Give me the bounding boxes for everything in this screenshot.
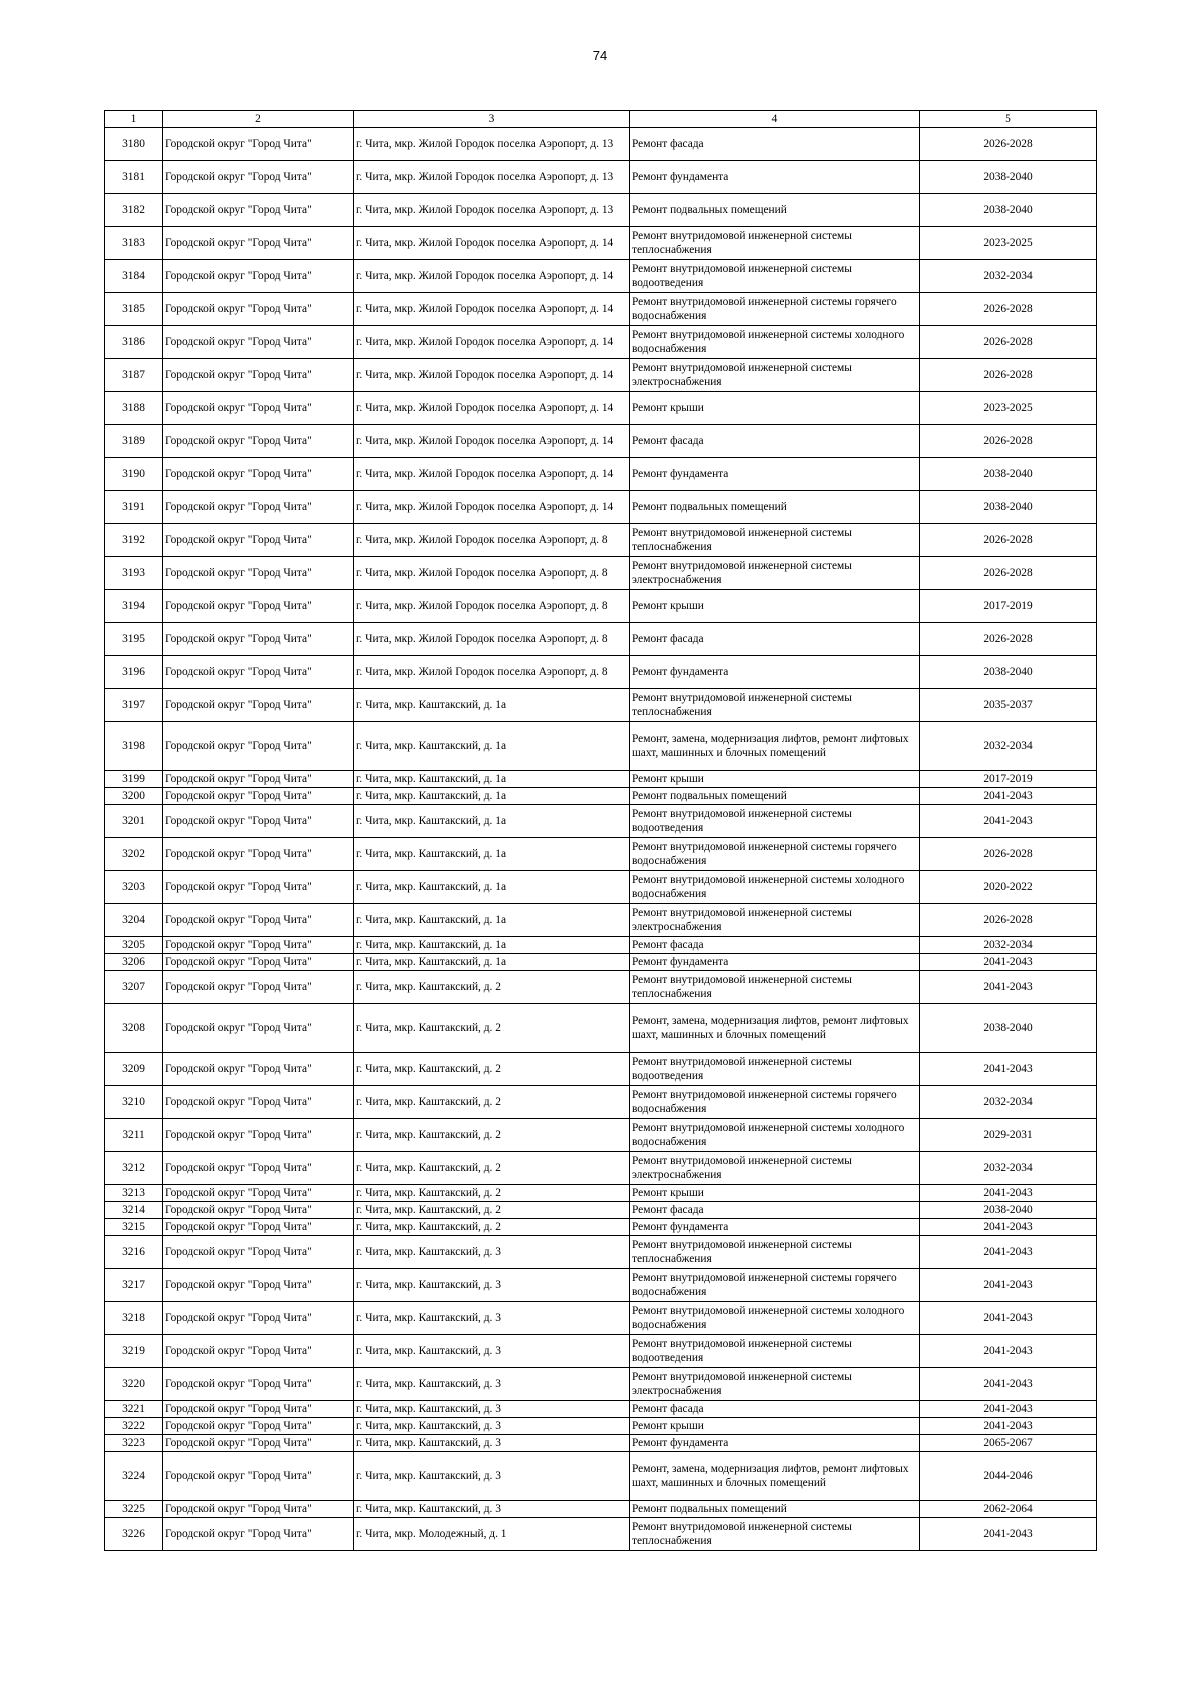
address-cell: г. Чита, мкр. Каштакский, д. 3: [354, 1236, 630, 1269]
work-type-cell: Ремонт внутридомовой инженерной системы электроснабжения: [630, 1368, 920, 1401]
table-row: [105, 1435, 1097, 1452]
work-type-cell: Ремонт подвальных помещений: [630, 491, 920, 524]
table-row: [105, 1004, 1097, 1053]
period-cell: 2041-2043: [920, 1219, 1097, 1236]
work-type-cell: Ремонт внутридомовой инженерной системы теплоснабжения: [630, 689, 920, 722]
address-cell: г. Чита, мкр. Каштакский, д. 3: [354, 1335, 630, 1368]
period-cell: 2038-2040: [920, 161, 1097, 194]
row-number-cell: 3215: [105, 1219, 163, 1236]
address-cell: г. Чита, мкр. Жилой Городок поселка Аэропорт, д. 13: [354, 161, 630, 194]
table-row: [105, 326, 1097, 359]
row-number-cell: 3223: [105, 1435, 163, 1452]
row-number-cell: 3192: [105, 524, 163, 557]
row-number-cell: 3198: [105, 722, 163, 771]
work-type-cell: Ремонт подвальных помещений: [630, 194, 920, 227]
table-row: [105, 1518, 1097, 1551]
table-row: [105, 1236, 1097, 1269]
address-cell: г. Чита, мкр. Каштакский, д. 3: [354, 1452, 630, 1501]
row-number-cell: 3209: [105, 1053, 163, 1086]
municipality-cell: Городской округ "Город Чита": [163, 194, 354, 227]
table-row: [105, 623, 1097, 656]
period-cell: 2026-2028: [920, 326, 1097, 359]
table-row: [105, 871, 1097, 904]
row-number-cell: 3201: [105, 805, 163, 838]
period-cell: 2029-2031: [920, 1119, 1097, 1152]
address-cell: г. Чита, мкр. Каштакский, д. 2: [354, 1086, 630, 1119]
table-row: [105, 1335, 1097, 1368]
row-number-cell: 3181: [105, 161, 163, 194]
row-number-cell: 3199: [105, 771, 163, 788]
work-type-cell: Ремонт фундамента: [630, 954, 920, 971]
work-type-cell: Ремонт внутридомовой инженерной системы теплоснабжения: [630, 971, 920, 1004]
address-cell: г. Чита, мкр. Каштакский, д. 2: [354, 1219, 630, 1236]
row-number-cell: 3183: [105, 227, 163, 260]
period-cell: 2032-2034: [920, 1086, 1097, 1119]
period-cell: 2023-2025: [920, 227, 1097, 260]
municipality-cell: Городской округ "Город Чита": [163, 161, 354, 194]
table-row: [105, 557, 1097, 590]
municipality-cell: Городской округ "Город Чита": [163, 656, 354, 689]
address-cell: г. Чита, мкр. Жилой Городок поселка Аэропорт, д. 8: [354, 557, 630, 590]
page-number: 74: [592, 48, 608, 63]
row-number-cell: 3200: [105, 788, 163, 805]
address-cell: г. Чита, мкр. Жилой Городок поселка Аэропорт, д. 8: [354, 623, 630, 656]
period-cell: 2041-2043: [920, 1053, 1097, 1086]
row-number-cell: 3197: [105, 689, 163, 722]
period-cell: 2038-2040: [920, 656, 1097, 689]
column-number-row: [105, 111, 1097, 128]
address-cell: г. Чита, мкр. Молодежный, д. 1: [354, 1518, 630, 1551]
period-cell: 2041-2043: [920, 1401, 1097, 1418]
work-type-cell: Ремонт внутридомовой инженерной системы холодного водоснабжения: [630, 871, 920, 904]
row-number-cell: 3220: [105, 1368, 163, 1401]
period-cell: 2041-2043: [920, 1368, 1097, 1401]
column-header: 5: [920, 111, 1097, 128]
period-cell: 2041-2043: [920, 1236, 1097, 1269]
municipality-cell: Городской округ "Город Чита": [163, 359, 354, 392]
row-number-cell: 3211: [105, 1119, 163, 1152]
municipality-cell: Городской округ "Город Чита": [163, 590, 354, 623]
municipality-cell: Городской округ "Город Чита": [163, 1335, 354, 1368]
period-cell: 2041-2043: [920, 1269, 1097, 1302]
municipality-cell: Городской округ "Город Чита": [163, 954, 354, 971]
table-row: [105, 838, 1097, 871]
table-row: [105, 1501, 1097, 1518]
work-type-cell: Ремонт внутридомовой инженерной системы горячего водоснабжения: [630, 293, 920, 326]
address-cell: г. Чита, мкр. Каштакский, д. 3: [354, 1269, 630, 1302]
work-type-cell: Ремонт фундамента: [630, 1219, 920, 1236]
row-number-cell: 3219: [105, 1335, 163, 1368]
work-type-cell: Ремонт подвальных помещений: [630, 788, 920, 805]
table-row: [105, 293, 1097, 326]
period-cell: 2032-2034: [920, 1152, 1097, 1185]
row-number-cell: 3187: [105, 359, 163, 392]
table-row: [105, 1302, 1097, 1335]
row-number-cell: 3202: [105, 838, 163, 871]
address-cell: г. Чита, мкр. Каштакский, д. 1а: [354, 937, 630, 954]
address-cell: г. Чита, мкр. Каштакский, д. 1а: [354, 838, 630, 871]
table-row: [105, 1119, 1097, 1152]
address-cell: г. Чита, мкр. Жилой Городок поселка Аэропорт, д. 8: [354, 524, 630, 557]
row-number-cell: 3184: [105, 260, 163, 293]
work-type-cell: Ремонт внутридомовой инженерной системы водоотведения: [630, 1053, 920, 1086]
address-cell: г. Чита, мкр. Жилой Городок поселка Аэропорт, д. 14: [354, 293, 630, 326]
municipality-cell: Городской округ "Город Чита": [163, 904, 354, 937]
row-number-cell: 3212: [105, 1152, 163, 1185]
work-type-cell: Ремонт, замена, модернизация лифтов, ремонт лифтовых шахт, машинных и блочных помещений: [630, 1004, 920, 1053]
period-cell: 2017-2019: [920, 771, 1097, 788]
table-row: [105, 788, 1097, 805]
work-type-cell: Ремонт крыши: [630, 1418, 920, 1435]
work-type-cell: Ремонт внутридомовой инженерной системы горячего водоснабжения: [630, 1086, 920, 1119]
municipality-cell: Городской округ "Город Чита": [163, 689, 354, 722]
period-cell: 2026-2028: [920, 425, 1097, 458]
municipality-cell: Городской округ "Город Чита": [163, 788, 354, 805]
table-body: [105, 128, 1097, 1551]
address-cell: г. Чита, мкр. Каштакский, д. 3: [354, 1401, 630, 1418]
table-row: [105, 805, 1097, 838]
address-cell: г. Чита, мкр. Каштакский, д. 1а: [354, 722, 630, 771]
municipality-cell: Городской округ "Город Чита": [163, 805, 354, 838]
period-cell: 2038-2040: [920, 1202, 1097, 1219]
municipality-cell: Городской округ "Город Чита": [163, 260, 354, 293]
municipality-cell: Городской округ "Город Чита": [163, 1053, 354, 1086]
address-cell: г. Чита, мкр. Каштакский, д. 1а: [354, 689, 630, 722]
work-type-cell: Ремонт внутридомовой инженерной системы водоотведения: [630, 805, 920, 838]
period-cell: 2062-2064: [920, 1501, 1097, 1518]
municipality-cell: Городской округ "Город Чита": [163, 227, 354, 260]
work-type-cell: Ремонт фундамента: [630, 1435, 920, 1452]
row-number-cell: 3218: [105, 1302, 163, 1335]
table-row: [105, 128, 1097, 161]
table-row: [105, 1219, 1097, 1236]
address-cell: г. Чита, мкр. Каштакский, д. 3: [354, 1501, 630, 1518]
row-number-cell: 3185: [105, 293, 163, 326]
municipality-cell: Городской округ "Город Чита": [163, 1236, 354, 1269]
row-number-cell: 3203: [105, 871, 163, 904]
work-type-cell: Ремонт внутридомовой инженерной системы электроснабжения: [630, 1152, 920, 1185]
work-type-cell: Ремонт крыши: [630, 392, 920, 425]
work-type-cell: Ремонт внутридомовой инженерной системы холодного водоснабжения: [630, 1119, 920, 1152]
row-number-cell: 3205: [105, 937, 163, 954]
municipality-cell: Городской округ "Город Чита": [163, 524, 354, 557]
address-cell: г. Чита, мкр. Каштакский, д. 2: [354, 971, 630, 1004]
work-type-cell: Ремонт крыши: [630, 771, 920, 788]
address-cell: г. Чита, мкр. Жилой Городок поселка Аэропорт, д. 14: [354, 458, 630, 491]
period-cell: 2026-2028: [920, 557, 1097, 590]
row-number-cell: 3189: [105, 425, 163, 458]
municipality-cell: Городской округ "Город Чита": [163, 458, 354, 491]
address-cell: г. Чита, мкр. Жилой Городок поселка Аэропорт, д. 14: [354, 491, 630, 524]
row-number-cell: 3191: [105, 491, 163, 524]
row-number-cell: 3208: [105, 1004, 163, 1053]
period-cell: 2026-2028: [920, 128, 1097, 161]
row-number-cell: 3188: [105, 392, 163, 425]
period-cell: 2026-2028: [920, 359, 1097, 392]
table-row: [105, 260, 1097, 293]
table-row: [105, 954, 1097, 971]
row-number-cell: 3225: [105, 1501, 163, 1518]
address-cell: г. Чита, мкр. Жилой Городок поселка Аэропорт, д. 8: [354, 656, 630, 689]
table-row: [105, 656, 1097, 689]
municipality-cell: Городской округ "Город Чита": [163, 1152, 354, 1185]
address-cell: г. Чита, мкр. Жилой Городок поселка Аэропорт, д. 13: [354, 194, 630, 227]
period-cell: 2026-2028: [920, 524, 1097, 557]
row-number-cell: 3210: [105, 1086, 163, 1119]
work-type-cell: Ремонт внутридомовой инженерной системы водоотведения: [630, 1335, 920, 1368]
table-row: [105, 194, 1097, 227]
row-number-cell: 3180: [105, 128, 163, 161]
row-number-cell: 3196: [105, 656, 163, 689]
table-row: [105, 1202, 1097, 1219]
address-cell: г. Чита, мкр. Каштакский, д. 3: [354, 1302, 630, 1335]
address-cell: г. Чита, мкр. Жилой Городок поселка Аэропорт, д. 14: [354, 260, 630, 293]
work-type-cell: Ремонт внутридомовой инженерной системы горячего водоснабжения: [630, 1269, 920, 1302]
table-row: [105, 1368, 1097, 1401]
period-cell: 2038-2040: [920, 458, 1097, 491]
period-cell: 2023-2025: [920, 392, 1097, 425]
table-row: [105, 1418, 1097, 1435]
period-cell: 2041-2043: [920, 1335, 1097, 1368]
municipality-cell: Городской округ "Город Чита": [163, 771, 354, 788]
address-cell: г. Чита, мкр. Жилой Городок поселка Аэропорт, д. 14: [354, 227, 630, 260]
row-number-cell: 3207: [105, 971, 163, 1004]
work-type-cell: Ремонт внутридомовой инженерной системы холодного водоснабжения: [630, 1302, 920, 1335]
work-type-cell: Ремонт внутридомовой инженерной системы холодного водоснабжения: [630, 326, 920, 359]
municipality-cell: Городской округ "Город Чита": [163, 1368, 354, 1401]
period-cell: 2017-2019: [920, 590, 1097, 623]
work-type-cell: Ремонт, замена, модернизация лифтов, ремонт лифтовых шахт, машинных и блочных помещений: [630, 722, 920, 771]
column-header: 4: [630, 111, 920, 128]
table-row: [105, 491, 1097, 524]
address-cell: г. Чита, мкр. Каштакский, д. 1а: [354, 771, 630, 788]
row-number-cell: 3190: [105, 458, 163, 491]
row-number-cell: 3226: [105, 1518, 163, 1551]
table-row: [105, 689, 1097, 722]
address-cell: г. Чита, мкр. Каштакский, д. 1а: [354, 805, 630, 838]
table-row: [105, 392, 1097, 425]
period-cell: 2041-2043: [920, 805, 1097, 838]
municipality-cell: Городской округ "Город Чита": [163, 971, 354, 1004]
address-cell: г. Чита, мкр. Жилой Городок поселка Аэропорт, д. 13: [354, 128, 630, 161]
row-number-cell: 3182: [105, 194, 163, 227]
row-number-cell: 3213: [105, 1185, 163, 1202]
address-cell: г. Чита, мкр. Каштакский, д. 2: [354, 1004, 630, 1053]
table-row: [105, 1452, 1097, 1501]
row-number-cell: 3221: [105, 1401, 163, 1418]
row-number-cell: 3217: [105, 1269, 163, 1302]
period-cell: 2065-2067: [920, 1435, 1097, 1452]
municipality-cell: Городской округ "Город Чита": [163, 1435, 354, 1452]
municipality-cell: Городской округ "Город Чита": [163, 128, 354, 161]
work-type-cell: Ремонт крыши: [630, 1185, 920, 1202]
work-type-cell: Ремонт фасада: [630, 623, 920, 656]
column-header: 3: [354, 111, 630, 128]
period-cell: 2038-2040: [920, 1004, 1097, 1053]
table-row: [105, 771, 1097, 788]
period-cell: 2041-2043: [920, 971, 1097, 1004]
municipality-cell: Городской округ "Город Чита": [163, 937, 354, 954]
municipality-cell: Городской округ "Город Чита": [163, 326, 354, 359]
municipality-cell: Городской округ "Город Чита": [163, 722, 354, 771]
period-cell: 2026-2028: [920, 293, 1097, 326]
municipality-cell: Городской округ "Город Чита": [163, 491, 354, 524]
work-type-cell: Ремонт внутридомовой инженерной системы теплоснабжения: [630, 524, 920, 557]
row-number-cell: 3214: [105, 1202, 163, 1219]
work-type-cell: Ремонт фасада: [630, 1401, 920, 1418]
work-type-cell: Ремонт фундамента: [630, 161, 920, 194]
address-cell: г. Чита, мкр. Каштакский, д. 1а: [354, 954, 630, 971]
address-cell: г. Чита, мкр. Каштакский, д. 1а: [354, 788, 630, 805]
period-cell: 2032-2034: [920, 722, 1097, 771]
period-cell: 2032-2034: [920, 937, 1097, 954]
row-number-cell: 3206: [105, 954, 163, 971]
work-type-cell: Ремонт, замена, модернизация лифтов, ремонт лифтовых шахт, машинных и блочных помещений: [630, 1452, 920, 1501]
table-row: [105, 359, 1097, 392]
row-number-cell: 3216: [105, 1236, 163, 1269]
column-header: 1: [105, 111, 163, 128]
address-cell: г. Чита, мкр. Жилой Городок поселка Аэропорт, д. 14: [354, 326, 630, 359]
municipality-cell: Городской округ "Город Чита": [163, 1202, 354, 1219]
municipality-cell: Городской округ "Город Чита": [163, 1418, 354, 1435]
address-cell: г. Чита, мкр. Каштакский, д. 2: [354, 1202, 630, 1219]
row-number-cell: 3194: [105, 590, 163, 623]
work-type-cell: Ремонт внутридомовой инженерной системы водоотведения: [630, 260, 920, 293]
table-row: [105, 161, 1097, 194]
municipality-cell: Городской округ "Город Чита": [163, 1185, 354, 1202]
table-row: [105, 1053, 1097, 1086]
municipality-cell: Городской округ "Город Чита": [163, 1518, 354, 1551]
municipality-cell: Городской округ "Город Чита": [163, 1501, 354, 1518]
row-number-cell: 3222: [105, 1418, 163, 1435]
address-cell: г. Чита, мкр. Жилой Городок поселка Аэропорт, д. 8: [354, 590, 630, 623]
municipality-cell: Городской округ "Город Чита": [163, 871, 354, 904]
table-row: [105, 524, 1097, 557]
work-type-cell: Ремонт фасада: [630, 128, 920, 161]
work-type-cell: Ремонт фундамента: [630, 458, 920, 491]
municipality-cell: Городской округ "Город Чита": [163, 1302, 354, 1335]
address-cell: г. Чита, мкр. Каштакский, д. 1а: [354, 904, 630, 937]
municipality-cell: Городской округ "Город Чита": [163, 1401, 354, 1418]
table-row: [105, 227, 1097, 260]
municipality-cell: Городской округ "Город Чита": [163, 1452, 354, 1501]
table-row: [105, 1086, 1097, 1119]
address-cell: г. Чита, мкр. Жилой Городок поселка Аэропорт, д. 14: [354, 425, 630, 458]
municipality-cell: Городской округ "Город Чита": [163, 293, 354, 326]
period-cell: 2041-2043: [920, 1518, 1097, 1551]
table-row: [105, 458, 1097, 491]
period-cell: 2032-2034: [920, 260, 1097, 293]
table-row: [105, 971, 1097, 1004]
period-cell: 2026-2028: [920, 838, 1097, 871]
address-cell: г. Чита, мкр. Каштакский, д. 2: [354, 1185, 630, 1202]
period-cell: 2035-2037: [920, 689, 1097, 722]
table-row: [105, 1185, 1097, 1202]
municipality-cell: Городской округ "Город Чита": [163, 1004, 354, 1053]
address-cell: г. Чита, мкр. Каштакский, д. 2: [354, 1119, 630, 1152]
work-type-cell: Ремонт крыши: [630, 590, 920, 623]
period-cell: 2041-2043: [920, 1185, 1097, 1202]
work-type-cell: Ремонт внутридомовой инженерной системы теплоснабжения: [630, 1518, 920, 1551]
work-type-cell: Ремонт фасада: [630, 425, 920, 458]
municipality-cell: Городской округ "Город Чита": [163, 1119, 354, 1152]
municipality-cell: Городской округ "Город Чита": [163, 1269, 354, 1302]
table-row: [105, 590, 1097, 623]
address-cell: г. Чита, мкр. Каштакский, д. 3: [354, 1368, 630, 1401]
period-cell: 2038-2040: [920, 194, 1097, 227]
municipality-cell: Городской округ "Город Чита": [163, 623, 354, 656]
address-cell: г. Чита, мкр. Жилой Городок поселка Аэропорт, д. 14: [354, 359, 630, 392]
work-type-cell: Ремонт внутридомовой инженерной системы электроснабжения: [630, 359, 920, 392]
municipality-cell: Городской округ "Город Чита": [163, 838, 354, 871]
period-cell: 2026-2028: [920, 904, 1097, 937]
period-cell: 2026-2028: [920, 623, 1097, 656]
table-row: [105, 425, 1097, 458]
row-number-cell: 3186: [105, 326, 163, 359]
municipality-cell: Городской округ "Город Чита": [163, 392, 354, 425]
repair-schedule-table: [104, 110, 1097, 1551]
work-type-cell: Ремонт подвальных помещений: [630, 1501, 920, 1518]
address-cell: г. Чита, мкр. Каштакский, д. 2: [354, 1152, 630, 1185]
table-row: [105, 904, 1097, 937]
address-cell: г. Чита, мкр. Жилой Городок поселка Аэропорт, д. 14: [354, 392, 630, 425]
address-cell: г. Чита, мкр. Каштакский, д. 3: [354, 1435, 630, 1452]
row-number-cell: 3193: [105, 557, 163, 590]
table-row: [105, 937, 1097, 954]
table-row: [105, 1269, 1097, 1302]
work-type-cell: Ремонт внутридомовой инженерной системы электроснабжения: [630, 557, 920, 590]
period-cell: 2020-2022: [920, 871, 1097, 904]
row-number-cell: 3224: [105, 1452, 163, 1501]
table-row: [105, 1152, 1097, 1185]
address-cell: г. Чита, мкр. Каштакский, д. 3: [354, 1418, 630, 1435]
row-number-cell: 3204: [105, 904, 163, 937]
table-row: [105, 722, 1097, 771]
work-type-cell: Ремонт внутридомовой инженерной системы электроснабжения: [630, 904, 920, 937]
period-cell: 2041-2043: [920, 954, 1097, 971]
period-cell: 2041-2043: [920, 1418, 1097, 1435]
period-cell: 2041-2043: [920, 788, 1097, 805]
municipality-cell: Городской округ "Город Чита": [163, 425, 354, 458]
municipality-cell: Городской округ "Город Чита": [163, 1086, 354, 1119]
address-cell: г. Чита, мкр. Каштакский, д. 2: [354, 1053, 630, 1086]
work-type-cell: Ремонт внутридомовой инженерной системы горячего водоснабжения: [630, 838, 920, 871]
work-type-cell: Ремонт фасада: [630, 937, 920, 954]
period-cell: 2041-2043: [920, 1302, 1097, 1335]
work-type-cell: Ремонт фасада: [630, 1202, 920, 1219]
row-number-cell: 3195: [105, 623, 163, 656]
work-type-cell: Ремонт внутридомовой инженерной системы теплоснабжения: [630, 227, 920, 260]
period-cell: 2044-2046: [920, 1452, 1097, 1501]
address-cell: г. Чита, мкр. Каштакский, д. 1а: [354, 871, 630, 904]
work-type-cell: Ремонт внутридомовой инженерной системы теплоснабжения: [630, 1236, 920, 1269]
column-header: 2: [163, 111, 354, 128]
municipality-cell: Городской округ "Город Чита": [163, 557, 354, 590]
table-row: [105, 1401, 1097, 1418]
period-cell: 2038-2040: [920, 491, 1097, 524]
municipality-cell: Городской округ "Город Чита": [163, 1219, 354, 1236]
work-type-cell: Ремонт фундамента: [630, 656, 920, 689]
